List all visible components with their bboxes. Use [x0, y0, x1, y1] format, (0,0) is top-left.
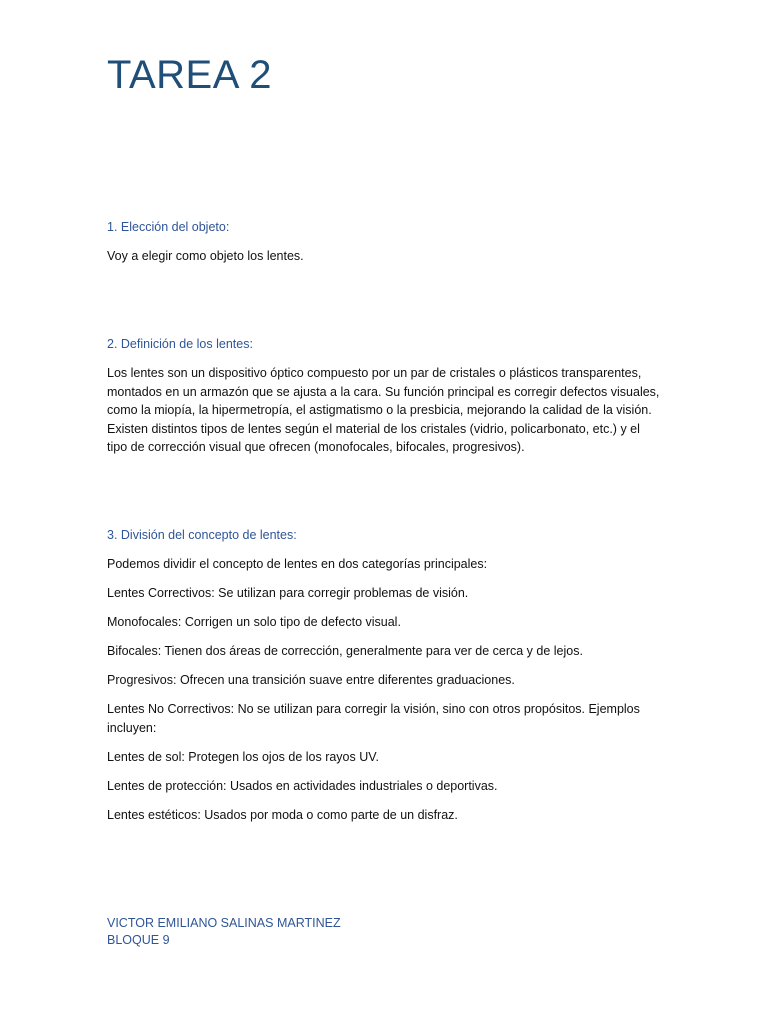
section-3-item: Lentes de sol: Protegen los ojos de los rayos UV.: [107, 750, 379, 764]
section-3-item: Podemos dividir el concepto de lentes en dos categorías principales:: [107, 557, 488, 571]
section-3-heading: 3. División del concepto de lentes:: [107, 528, 297, 542]
section-3-item: Monofocales: Corrigen un solo tipo de defecto visual.: [107, 615, 401, 629]
section-3-item: Lentes estéticos: Usados por moda o como parte de un disfraz.: [107, 808, 458, 822]
section-3-item: Bifocales: Tienen dos áreas de corrección, generalmente para ver de cerca y de lejos.: [107, 644, 583, 658]
footer-author: VICTOR EMILIANO SALINAS MARTINEZ: [107, 916, 341, 930]
footer-group: BLOQUE 9: [107, 933, 170, 947]
section-3-item: Progresivos: Ofrecen una transición suave entre diferentes graduaciones.: [107, 673, 515, 687]
page-title: TAREA 2: [107, 53, 273, 97]
section-2-heading: 2. Definición de los lentes:: [107, 337, 253, 351]
section-3-item: Lentes No Correctivos: No se utilizan para corregir la visión, sino con otros propósitos. Ejemplos incluyen:: [107, 702, 640, 735]
section-3-item: Lentes de protección: Usados en actividades industriales o deportivas.: [107, 779, 498, 793]
section-1-heading: 1. Elección del objeto:: [107, 220, 230, 234]
section-2-text: Los lentes son un dispositivo óptico compuesto por un par de cristales o plásticos transparentes, montados en un armazón que se ajusta a la cara. Su función principal es corregir defectos visuales, como la miopía, la hipermetropía, el astigmatismo o la presbicia, mejorando la calidad de la visión. Existen distintos tipos de lentes según el material de los cristales (vidrio, policarbonato, etc.) y el tipo de corrección visual que ofrecen (monofocales, bifocales, progresivos).: [107, 366, 660, 454]
section-3-item: Lentes Correctivos: Se utilizan para corregir problemas de visión.: [107, 586, 469, 600]
section-1-text: Voy a elegir como objeto los lentes.: [107, 249, 304, 263]
